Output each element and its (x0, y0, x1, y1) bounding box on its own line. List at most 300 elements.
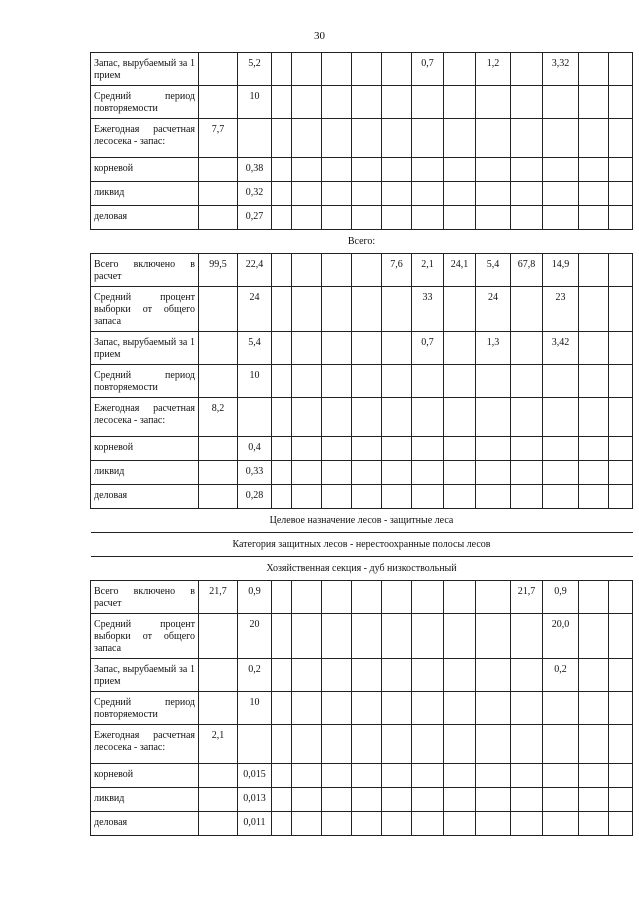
table-cell (609, 788, 633, 812)
table-cell (199, 788, 238, 812)
table-cell (412, 659, 444, 692)
table-cell (382, 614, 412, 659)
table-cell (476, 788, 511, 812)
table-cell (412, 365, 444, 398)
table-cell (382, 86, 412, 119)
table-cell (476, 485, 511, 509)
table-cell (199, 614, 238, 659)
table-cell (292, 614, 322, 659)
table-cell (352, 53, 382, 86)
table-row (91, 437, 633, 461)
table-cell (444, 788, 476, 812)
table-cell (322, 581, 352, 614)
table-cell (543, 365, 579, 398)
table-cell (579, 86, 609, 119)
table-cell (292, 581, 322, 614)
table-row (91, 365, 633, 398)
table-cell (444, 53, 476, 86)
table-cell (476, 365, 511, 398)
table-cell (609, 332, 633, 365)
table-cell (609, 182, 633, 206)
table-cell (382, 287, 412, 332)
table-cell (199, 461, 238, 485)
table-cell (543, 119, 579, 158)
table-cell (609, 725, 633, 764)
table-cell (412, 182, 444, 206)
table-cell (272, 398, 292, 437)
section-header-row (91, 557, 633, 581)
table-cell (292, 764, 322, 788)
table-cell (511, 119, 543, 158)
table-row (91, 53, 633, 86)
table-cell (322, 254, 352, 287)
table-cell: 0,7 (412, 53, 444, 86)
table-cell: 1,2 (476, 53, 511, 86)
table-cell (352, 581, 382, 614)
table-cell (199, 659, 238, 692)
table-cell (444, 365, 476, 398)
table-cell (511, 206, 543, 230)
table-row (91, 254, 633, 287)
table-cell (322, 725, 352, 764)
table-cell (322, 119, 352, 158)
table-cell (579, 437, 609, 461)
table-cell (543, 182, 579, 206)
table-cell: 0,9 (238, 581, 272, 614)
table-row (91, 725, 633, 764)
table-cell (352, 659, 382, 692)
table-cell (412, 581, 444, 614)
table-row (91, 764, 633, 788)
table-cell (322, 764, 352, 788)
table-cell (609, 614, 633, 659)
table-cell (412, 206, 444, 230)
table-cell (609, 461, 633, 485)
table-cell (292, 182, 322, 206)
table-cell: 20 (238, 614, 272, 659)
row-label: корневой (91, 437, 199, 461)
table-cell (199, 332, 238, 365)
row-label: Средний период повторяемости (91, 365, 199, 398)
table-cell: 0,7 (412, 332, 444, 365)
table-cell (238, 119, 272, 158)
table-cell (322, 182, 352, 206)
table-cell (511, 614, 543, 659)
table-cell (352, 398, 382, 437)
table-cell (511, 764, 543, 788)
table-cell (382, 158, 412, 182)
table-cell (476, 158, 511, 182)
table-cell: 24 (476, 287, 511, 332)
table-cell (272, 812, 292, 836)
table-cell (199, 812, 238, 836)
row-label: Средний процент выборки от общего запаса (91, 287, 199, 332)
table-cell (322, 365, 352, 398)
table-cell (579, 158, 609, 182)
table-cell (292, 119, 322, 158)
table-cell (272, 581, 292, 614)
table-cell (272, 158, 292, 182)
table-cell: 10 (238, 365, 272, 398)
table-cell (382, 764, 412, 788)
table-cell (444, 332, 476, 365)
table-cell (579, 659, 609, 692)
table-cell (272, 764, 292, 788)
table-cell (444, 581, 476, 614)
table-cell: 21,7 (511, 581, 543, 614)
table-cell (199, 437, 238, 461)
table-cell (579, 332, 609, 365)
table-row (91, 659, 633, 692)
table-cell (292, 692, 322, 725)
section-header: Категория защитных лесов - нерестоохранные полосы лесов (91, 533, 633, 557)
table-cell: 20,0 (543, 614, 579, 659)
table-cell (322, 206, 352, 230)
table-cell (272, 182, 292, 206)
table-cell (322, 461, 352, 485)
row-label: ликвид (91, 461, 199, 485)
table-cell (412, 86, 444, 119)
table-cell (382, 398, 412, 437)
table-cell (322, 332, 352, 365)
table-cell (352, 287, 382, 332)
table-cell (352, 437, 382, 461)
table-cell (609, 581, 633, 614)
section-header-row (91, 533, 633, 557)
table-cell (382, 812, 412, 836)
table-cell: 0,38 (238, 158, 272, 182)
table-cell: 24 (238, 287, 272, 332)
table-cell (543, 206, 579, 230)
table-cell (609, 53, 633, 86)
table-cell (272, 86, 292, 119)
table-cell (511, 485, 543, 509)
section-header-row (91, 230, 633, 254)
table-cell: 0,011 (238, 812, 272, 836)
table-cell (579, 812, 609, 836)
table-cell (579, 254, 609, 287)
table-cell: 99,5 (199, 254, 238, 287)
table-cell (543, 461, 579, 485)
table-cell (543, 86, 579, 119)
table-cell: 1,3 (476, 332, 511, 365)
table-cell (511, 365, 543, 398)
table-cell (382, 659, 412, 692)
table-cell (352, 692, 382, 725)
table-cell (609, 437, 633, 461)
table-cell: 0,2 (238, 659, 272, 692)
table-cell (382, 182, 412, 206)
table-cell (609, 86, 633, 119)
table-cell (444, 206, 476, 230)
table-cell (272, 461, 292, 485)
table-cell (322, 398, 352, 437)
table-row (91, 332, 633, 365)
table-cell (352, 86, 382, 119)
table-cell (322, 485, 352, 509)
table-row (91, 788, 633, 812)
table-cell (444, 659, 476, 692)
table-cell (511, 788, 543, 812)
table-cell: 33 (412, 287, 444, 332)
table-cell (444, 692, 476, 725)
table-cell (579, 398, 609, 437)
table-cell (352, 119, 382, 158)
table-cell (444, 485, 476, 509)
table-cell (352, 332, 382, 365)
table-cell (199, 53, 238, 86)
table-cell (444, 158, 476, 182)
table-cell (543, 437, 579, 461)
table-cell (511, 812, 543, 836)
table-cell (444, 812, 476, 836)
row-label: Средний процент выборки от общего запаса (91, 614, 199, 659)
table-cell (382, 332, 412, 365)
table-cell (609, 158, 633, 182)
table-cell (511, 692, 543, 725)
table-cell (272, 437, 292, 461)
table-cell (609, 119, 633, 158)
table-cell (352, 485, 382, 509)
table-cell (444, 437, 476, 461)
table-cell (272, 788, 292, 812)
row-label: Всего включено в расчет (91, 254, 199, 287)
table-cell (322, 437, 352, 461)
table-cell (476, 206, 511, 230)
table-cell: 2,1 (412, 254, 444, 287)
table-cell (579, 788, 609, 812)
table-cell (511, 287, 543, 332)
table-cell (412, 398, 444, 437)
table-cell (412, 119, 444, 158)
table-cell (444, 614, 476, 659)
table-cell (199, 86, 238, 119)
table-cell (382, 365, 412, 398)
table-cell (609, 764, 633, 788)
table-cell (292, 254, 322, 287)
table-cell (292, 485, 322, 509)
table-cell (272, 53, 292, 86)
table-cell (382, 53, 412, 86)
table-cell: 0,4 (238, 437, 272, 461)
table-cell (609, 692, 633, 725)
table-cell (272, 659, 292, 692)
table-row (91, 119, 633, 158)
table-cell (352, 812, 382, 836)
table-row (91, 812, 633, 836)
table-cell (352, 614, 382, 659)
table-cell (476, 812, 511, 836)
row-label: деловая (91, 485, 199, 509)
table-cell (292, 206, 322, 230)
table-cell (382, 692, 412, 725)
table-cell (579, 725, 609, 764)
table-cell (412, 461, 444, 485)
table-cell: 21,7 (199, 581, 238, 614)
table-cell (322, 788, 352, 812)
table-cell (511, 398, 543, 437)
table-cell (322, 692, 352, 725)
table-cell (511, 461, 543, 485)
table-cell: 2,1 (199, 725, 238, 764)
table-cell (412, 788, 444, 812)
section-header: Хозяйственная секция - дуб низкоствольный (91, 557, 633, 581)
table-cell (382, 788, 412, 812)
table-row (91, 158, 633, 182)
table-cell (543, 158, 579, 182)
table-cell (579, 614, 609, 659)
table-cell (609, 254, 633, 287)
row-label: корневой (91, 764, 199, 788)
table-cell: 5,2 (238, 53, 272, 86)
table-cell: 8,2 (199, 398, 238, 437)
table-cell (511, 86, 543, 119)
row-label: Средний период повторяемости (91, 692, 199, 725)
table-cell (292, 287, 322, 332)
table-cell (609, 365, 633, 398)
table-cell (352, 461, 382, 485)
table-cell (444, 398, 476, 437)
table-cell (292, 398, 322, 437)
table-cell (412, 812, 444, 836)
row-label: Запас, вырубаемый за 1 прием (91, 53, 199, 86)
table-cell (382, 725, 412, 764)
page-number: 30 (314, 30, 325, 42)
table-cell (352, 725, 382, 764)
table-cell (382, 119, 412, 158)
table-cell (199, 365, 238, 398)
table-row (91, 485, 633, 509)
table-cell (272, 725, 292, 764)
table-cell (292, 788, 322, 812)
table-cell (238, 398, 272, 437)
table-row (91, 287, 633, 332)
table-cell (199, 287, 238, 332)
table-cell (579, 485, 609, 509)
table-cell: 5,4 (476, 254, 511, 287)
table-cell (511, 659, 543, 692)
table-cell (272, 119, 292, 158)
table-cell (511, 725, 543, 764)
table-cell (543, 764, 579, 788)
table-cell (476, 461, 511, 485)
table-cell (579, 53, 609, 86)
row-label: деловая (91, 812, 199, 836)
table-cell (444, 725, 476, 764)
table-cell (476, 614, 511, 659)
table-cell (272, 287, 292, 332)
table-cell (352, 365, 382, 398)
row-label: деловая (91, 206, 199, 230)
table-cell (382, 581, 412, 614)
table-cell (511, 182, 543, 206)
table-cell (322, 53, 352, 86)
table-row (91, 398, 633, 437)
table-cell (476, 398, 511, 437)
table-cell (292, 725, 322, 764)
table-cell (352, 158, 382, 182)
table-cell (543, 692, 579, 725)
table-cell (352, 206, 382, 230)
table-cell (238, 725, 272, 764)
table-cell (579, 365, 609, 398)
table-cell (476, 119, 511, 158)
table-cell (272, 485, 292, 509)
table-cell (322, 158, 352, 182)
table-cell (579, 461, 609, 485)
table-cell (579, 206, 609, 230)
table-cell (579, 764, 609, 788)
table-cell (444, 461, 476, 485)
table-cell (579, 287, 609, 332)
table-cell (444, 287, 476, 332)
table-cell (199, 206, 238, 230)
table-cell: 67,8 (511, 254, 543, 287)
table-cell: 0,32 (238, 182, 272, 206)
table-cell: 7,6 (382, 254, 412, 287)
table-cell (382, 206, 412, 230)
table-cell (272, 206, 292, 230)
table-cell (292, 365, 322, 398)
table-cell (609, 812, 633, 836)
table-row (91, 614, 633, 659)
table-cell (476, 581, 511, 614)
table-cell: 10 (238, 692, 272, 725)
table-cell (272, 692, 292, 725)
table-cell (444, 764, 476, 788)
section-header: Целевое назначение лесов - защитные леса (91, 509, 633, 533)
table-cell: 22,4 (238, 254, 272, 287)
table-cell: 14,9 (543, 254, 579, 287)
table-cell (322, 287, 352, 332)
table-row (91, 182, 633, 206)
table-cell (352, 254, 382, 287)
table-cell: 0,33 (238, 461, 272, 485)
row-label: Ежегодная расчетная лесосека - запас: (91, 119, 199, 158)
table-row (91, 86, 633, 119)
table-cell (476, 764, 511, 788)
section-header: Всего: (91, 230, 633, 254)
table-cell (352, 764, 382, 788)
table-cell (511, 437, 543, 461)
table-cell (292, 332, 322, 365)
table-cell (579, 692, 609, 725)
table-row (91, 692, 633, 725)
table-cell (412, 692, 444, 725)
table-cell: 0,013 (238, 788, 272, 812)
table-cell (382, 485, 412, 509)
table-cell (543, 725, 579, 764)
table-row (91, 461, 633, 485)
table-cell (579, 182, 609, 206)
table-cell (322, 659, 352, 692)
table-cell: 3,32 (543, 53, 579, 86)
table-cell: 10 (238, 86, 272, 119)
table-cell (412, 614, 444, 659)
table-cell (609, 287, 633, 332)
table-cell (272, 332, 292, 365)
table-cell (292, 461, 322, 485)
table-row (91, 581, 633, 614)
table-cell (476, 86, 511, 119)
table-cell (543, 398, 579, 437)
table-row (91, 206, 633, 230)
row-label: Запас, вырубаемый за 1 прием (91, 659, 199, 692)
table-cell: 3,42 (543, 332, 579, 365)
allowable-cut-table (90, 52, 633, 836)
table-cell (609, 659, 633, 692)
table-cell: 24,1 (444, 254, 476, 287)
